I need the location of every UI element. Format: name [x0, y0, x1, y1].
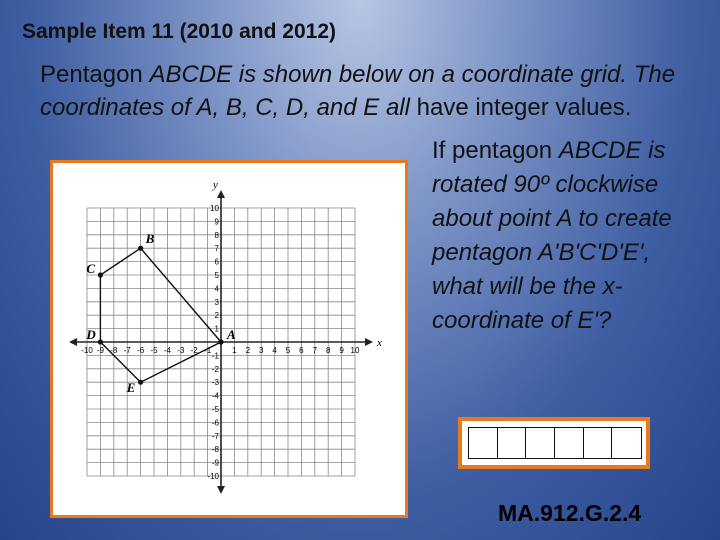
x-tick-label: -6	[137, 346, 145, 355]
vertex-point	[138, 246, 143, 251]
benchmark-code: MA.912.G.2.4	[498, 500, 642, 526]
y-tick-label: 4	[214, 284, 219, 294]
x-tick-label: -10	[81, 346, 93, 355]
x-tick-label: -3	[177, 346, 185, 355]
x-tick-label: 1	[232, 346, 237, 355]
y-tick-label: -10	[207, 472, 219, 481]
y-tick-label: 5	[214, 271, 219, 280]
y-tick-label: -1	[211, 351, 219, 361]
y-tick-label: 3	[214, 297, 219, 307]
x-axis-arrow-left	[69, 338, 77, 346]
x-tick-label: 7	[312, 346, 318, 355]
y-axis-arrow-up	[217, 190, 225, 198]
y-tick-label: 10	[210, 204, 219, 213]
y-tick-label: -6	[211, 418, 219, 428]
answer-cell[interactable]	[497, 427, 527, 459]
x-tick-label: -1	[204, 346, 212, 355]
x-tick-label: 4	[272, 346, 277, 355]
question-text	[432, 134, 702, 338]
vertex-point	[98, 272, 103, 277]
vertex-label: B	[145, 231, 155, 247]
answer-cell[interactable]	[583, 427, 613, 459]
answer-grid-box	[458, 417, 650, 469]
x-tick-label: 6	[299, 346, 304, 355]
vertex-point	[98, 339, 103, 344]
x-tick-label: 5	[285, 346, 291, 355]
x-tick-label: -8	[110, 346, 118, 355]
y-tick-label: 8	[214, 230, 219, 240]
y-tick-label: -8	[211, 445, 219, 455]
vertex-label: D	[86, 327, 96, 342]
slide-title: Sample Item 11 (2010 and 2012)	[22, 20, 337, 43]
x-tick-label: -5	[150, 346, 158, 355]
y-tick-label: -2	[211, 364, 219, 374]
vertex-label: C	[86, 261, 96, 276]
coordinate-grid-panel	[50, 160, 408, 518]
y-tick-label: 9	[214, 217, 219, 227]
coordinate-grid	[53, 163, 405, 515]
y-tick-label: -9	[211, 458, 219, 468]
x-tick-label: -4	[163, 346, 171, 355]
answer-cell[interactable]	[611, 427, 641, 459]
vertex-label: E	[126, 380, 136, 396]
answer-cells	[468, 427, 640, 459]
y-tick-label: 1	[214, 324, 219, 334]
intro-part-1: Pentagon	[40, 61, 150, 88]
y-tick-label: -3	[211, 378, 219, 388]
x-axis-label: x	[377, 337, 382, 349]
vertex-point	[218, 339, 223, 344]
x-tick-label: 8	[325, 346, 331, 355]
y-tick-label: -7	[211, 431, 219, 441]
x-tick-label: -9	[96, 346, 104, 355]
question-part-2: ABCDE is rotated 90º clockwise about point A to create pentagon A'B'C'D'E', what will be the x-coordinate of E'?	[432, 137, 672, 334]
y-tick-label: 7	[214, 244, 219, 254]
y-tick-label: 2	[214, 311, 219, 321]
vertex-label: A	[227, 327, 236, 342]
x-tick-label: -2	[190, 346, 198, 355]
x-tick-label: 3	[258, 346, 264, 355]
y-tick-label: 6	[214, 257, 219, 267]
y-axis-arrow-down	[217, 486, 225, 494]
intro-text	[40, 58, 690, 124]
y-tick-label: -5	[211, 405, 219, 414]
answer-cell[interactable]	[525, 427, 555, 459]
intro-part-3: have integer values.	[409, 94, 632, 121]
y-tick-label: -4	[211, 391, 219, 401]
y-axis-label: y	[213, 179, 218, 191]
intro-part-2: ABCDE is shown below on a coordinate grid. The coordinates of A, B, C, D, and E all	[40, 61, 676, 121]
x-tick-label: -7	[123, 346, 131, 355]
x-axis-arrow-right	[365, 338, 373, 346]
answer-cell[interactable]	[554, 427, 584, 459]
x-tick-label: 9	[339, 346, 344, 355]
x-tick-label: 2	[245, 346, 251, 355]
question-part-1: If pentagon	[432, 137, 559, 164]
vertex-point	[138, 380, 143, 385]
x-tick-label: 10	[350, 346, 360, 355]
answer-cell[interactable]	[468, 427, 498, 459]
